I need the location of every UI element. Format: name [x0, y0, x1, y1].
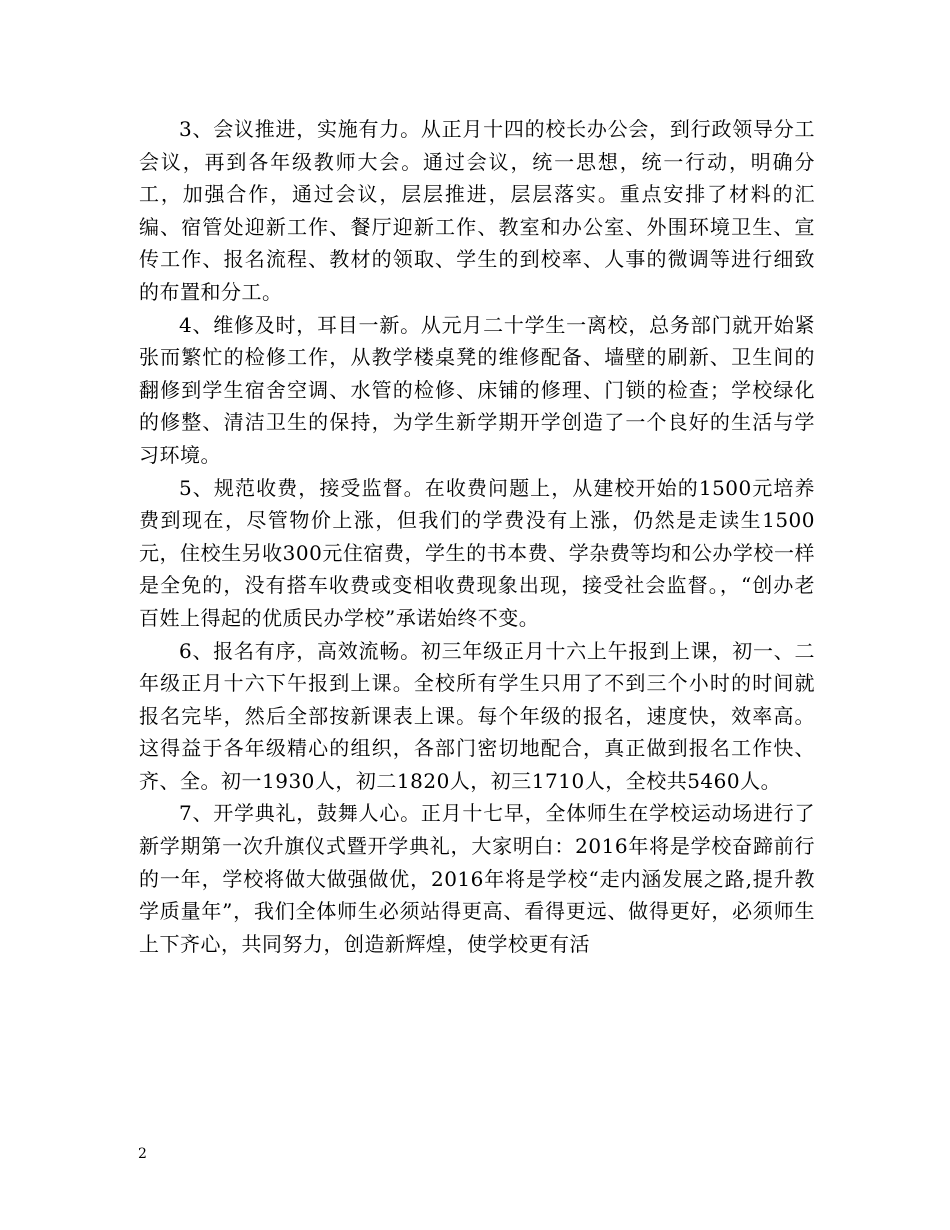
paragraph-fees: 5、规范收费，接受监督。在收费问题上，从建校开始的1500元培养费到现在，尽管物价上涨，但我们的学费没有上涨，仍然是走读生1500元，住校生另收300元住宿费，学生的书本费、学杂费等均和公办学校一样是全免的，没有搭车收费或变相收费现象出现，接受社会监督。，“创办老百姓上得起的优质民办学校”承诺始终不变。 — [139, 475, 815, 630]
paragraph-maintenance: 4、维修及时，耳目一新。从元月二十学生一离校，总务部门就开始紧张而繁忙的检修工作，从教学楼桌凳的维修配备、墙壁的刷新、卫生间的翻修到学生宿舍空调、水管的检修、床铺的修理、门锁的检查；学校绿化的修整、清洁卫生的保持，为学生新学期开学创造了一个良好的生活与学习环境。 — [139, 312, 815, 467]
page-number: 2 — [138, 1146, 147, 1162]
paragraph-opening-ceremony: 7、开学典礼，鼓舞人心。正月十七早，全体师生在学校运动场进行了新学期第一次升旗仪式暨开学典礼，大家明白：2016年将是学校奋蹄前行的一年，学校将做大做强做优，2016年将是学校“走内涵发展之路,提升教学质量年”，我们全体师生必须站得更高、看得更远、做得更好，必须师生上下齐心，共同努力，创造新辉煌，使学校更有活 — [139, 801, 815, 956]
document-body — [139, 113, 815, 960]
paragraph-registration: 6、报名有序，高效流畅。初三年级正月十六上午报到上课，初一、二年级正月十六下午报到上课。全校所有学生只用了不到三个小时的时间就报名完毕，然后全部按新课表上课。每个年级的报名，速度快，效率高。这得益于各年级精心的组织，各部门密切地配合，真正做到报名工作快、齐、全。初一1930人，初二1820人，初三1710人，全校共5460人。 — [139, 638, 815, 793]
paragraph-meeting: 3、会议推进，实施有力。从正月十四的校长办公会，到行政领导分工会议，再到各年级教师大会。通过会议，统一思想，统一行动，明确分工，加强合作，通过会议，层层推进，层层落实。重点安排了材料的汇编、宿管处迎新工作、餐厅迎新工作、教室和办公室、外围环境卫生、宣传工作、报名流程、教材的领取、学生的到校率、人事的微调等进行细致的布置和分工。 — [139, 117, 815, 304]
